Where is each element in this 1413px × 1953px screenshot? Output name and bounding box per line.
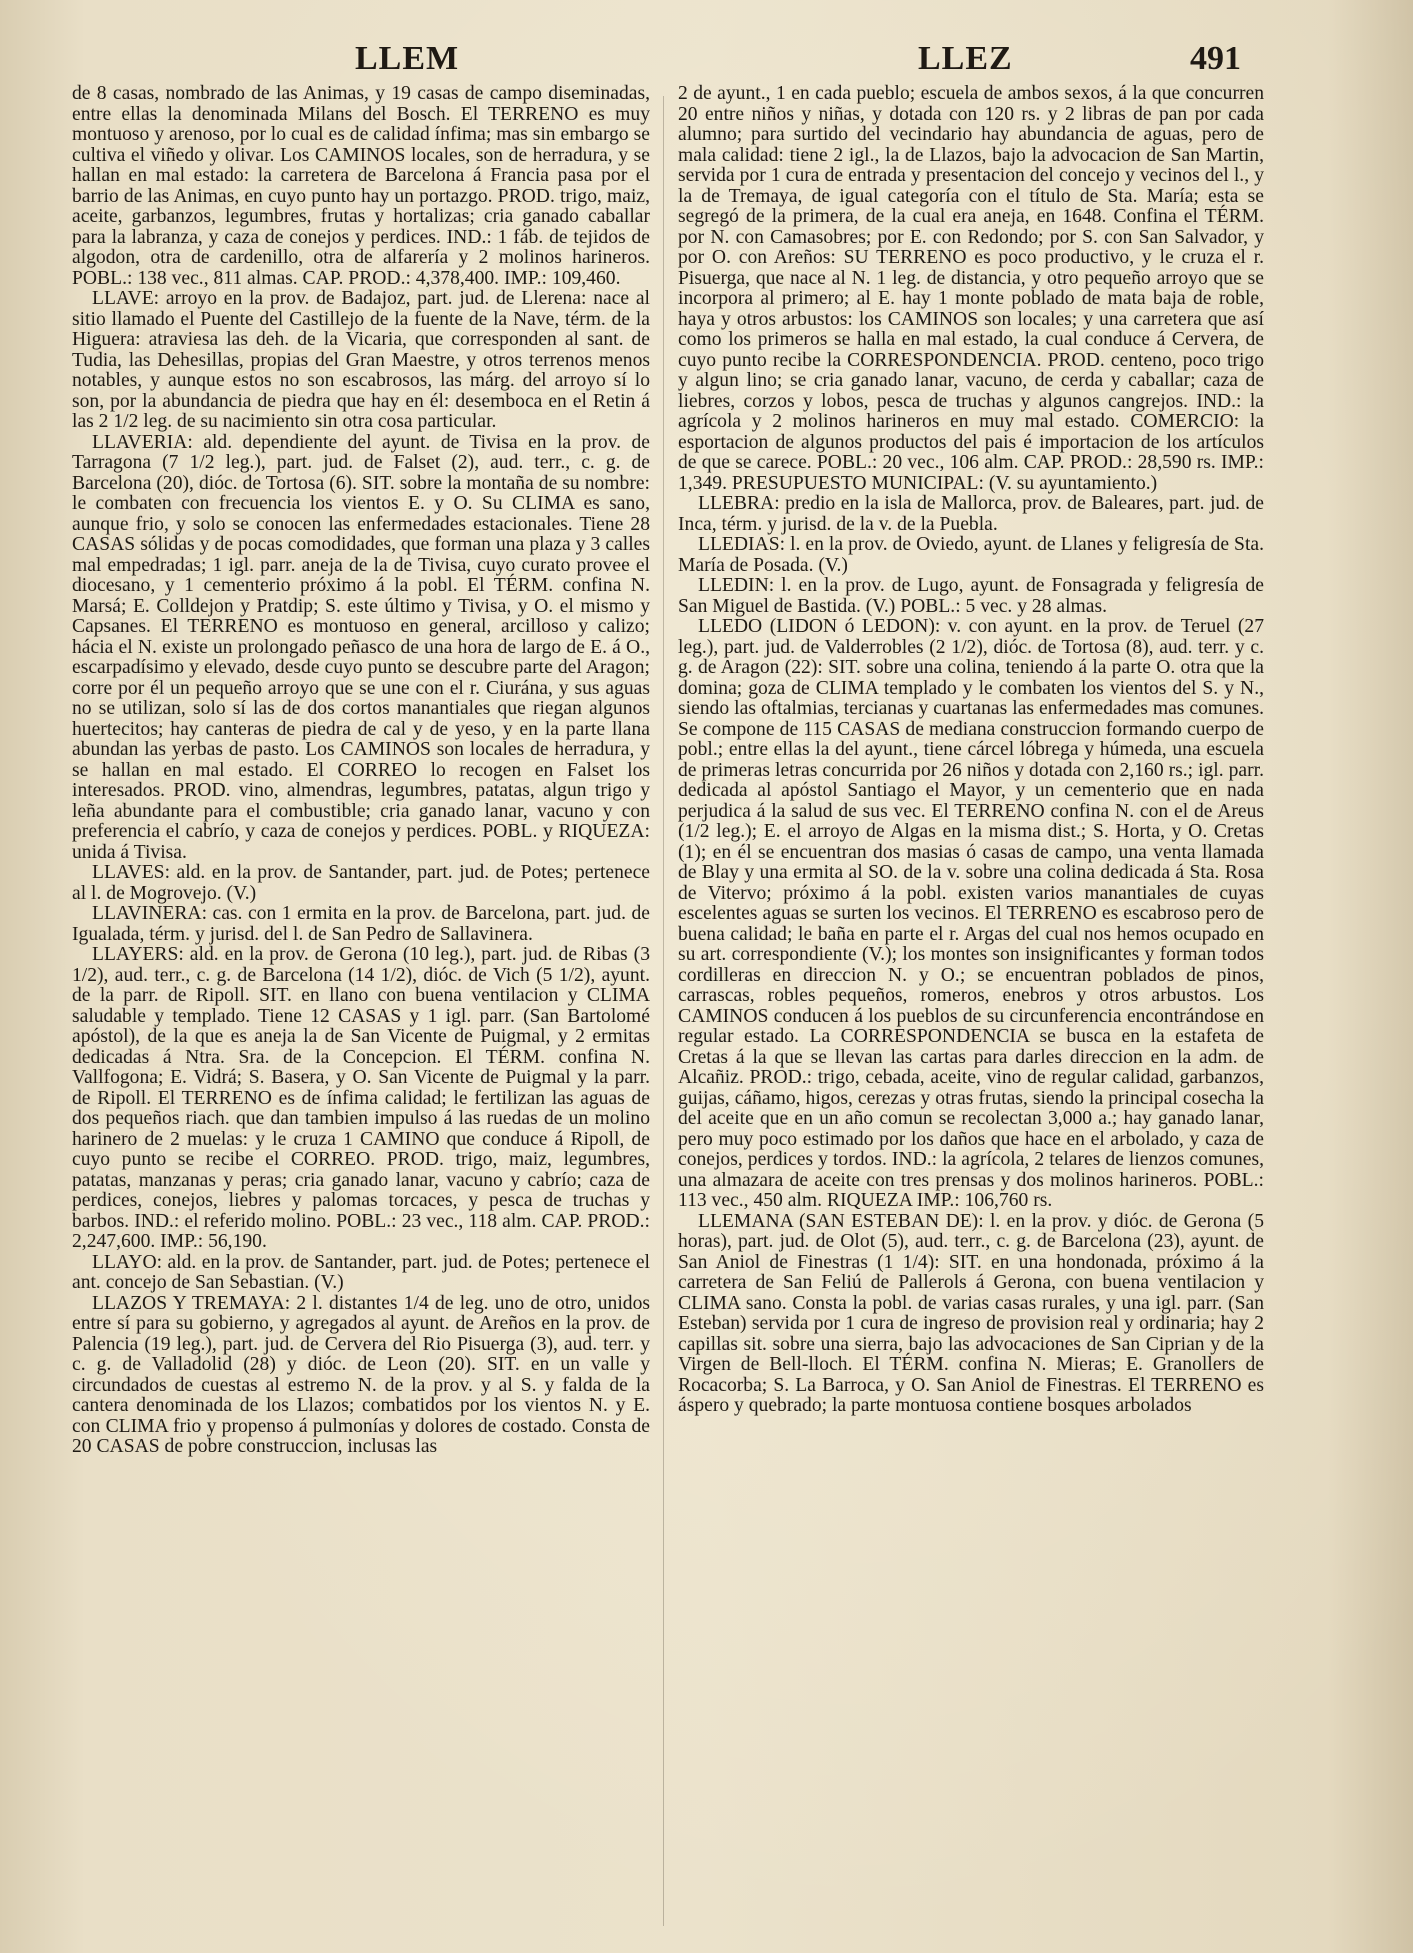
- header-right-word: LLEZ: [918, 40, 1013, 77]
- entry-llavinera: LLAVINERA: cas. con 1 ermita en la prov. de Barcelona, part. jud. de Igualada, térm. y jurisd. del l. de San Pedro de Sallavinera.: [72, 903, 650, 945]
- left-column: [72, 84, 650, 1458]
- entry-lledo: LLEDO (LIDON ó LEDON): v. con ayunt. en la prov. de Teruel (27 leg.), part. jud. de Valderrobles (2 1/2), dióc. de Tortosa (8), aud. terr. y c. g. de Aragon (22): SIT. sobre una colina, teniendo á la parte O. otra que la domina; goza de CLIMA templado y le combaten los vientos del S. y N., siendo las oftalmias, tercianas y cuartanas las enfermedades mas comunes. Se compone de 115 CASAS de mediana construccion formando cuerpo de pobl.; entre ellas la del ayunt., tiene cárcel lóbrega y húmeda, una escuela de primeras letras concurrida por 26 niños y dotada con 2,160 rs.; igl. parr. dedicada al apóstol Santiago el Mayor, y un cementerio que en nada perjudica á la salud de sus vec. El TERRENO confina N. con el de Areus (1/2 leg.); E. el arroyo de Algas en la misma dist.; S. Horta, y O. Cretas (1); en él se encuentran dos masias ó casas de campo, una venta llamada de Blay y una ermita al SO. de la v. sobre una colina dedicada á Sta. Rosa de Vitervo; próximo á la pobl. existen varios manantiales de cuyas escelentes aguas se surten los vecinos. El TERRENO es escabroso pero de buena calidad; le baña en parte el r. Argas del cual nos hemos ocupado en su art. correspondiente (V.); los montes son insignificantes y forman todos cordilleras en direccion N. y O.; se encuentran poblados de pinos, carrascas, robles pequeños, romeros, enebros y otros arbustos. Los CAMINOS conducen á los pueblos de su circunferencia encontrándose en regular estado. La CORRESPONDENCIA se busca en la estafeta de Cretas á la que se llevan las cartas para darles direccion en la adm. de Alcañiz. PROD.: trigo, cebada, aceite, vino de regular calidad, garbanzos, guijas, cáñamo, higos, cerezas y otras frutas, siendo la principal cosecha la del aceite que en un año comun se recolectan 3,000 a.; hay ganado lanar, pero muy poco estimado por los daños que hace en el arbolado, y caza de conejos, perdices y tordos. IND.: la agrícola, 2 telares de lienzos comunes, una almazara de aceite con tres prensas y dos molinos harineros. POBL.: 113 vec., 450 alm. RIQUEZA IMP.: 106,760 rs.: [678, 616, 1264, 1211]
- entry-llave: LLAVE: arroyo en la prov. de Badajoz, part. jud. de Llerena: nace al sitio llamado el Puente del Castillejo de la fuente de la Nave, térm. de la Higuera: atraviesa las deh. de la Vicaria, que corresponden al sant. de Tudia, las Dehesillas, propias del Gran Maestre, y otros terrenos menos notables, y aunque estos no son escabrosos, las márg. del arroyo sí lo son, por la abundancia de piedra que hay en él: desemboca en el Retin á las 2 1/2 leg. de su nacimiento sin otra cosa particular.: [72, 288, 650, 432]
- entry-llazos-y-tremaya: LLAZOS Y TREMAYA: 2 l. distantes 1/4 de leg. uno de otro, unidos entre sí para su gobierno, y agregados al ayunt. de Areños en la prov. de Palencia (19 leg.), part. jud. de Cervera del Rio Pisuerga (3), aud. terr. y c. g. de Valladolid (28) y dióc. de Leon (20). SIT. en un valle y circundados de cuestas al estremo N. de la prov. y al S. y falda de la cantera denominada de los Llazos; combatidos por los vientos N. y E. con CLIMA frio y propenso á pulmonías y dolores de costado. Consta de 20 CASAS de pobre construccion, inclusas las: [72, 1292, 650, 1457]
- entry-continuation-llazos: 2 de ayunt., 1 en cada pueblo; escuela de ambos sexos, á la que concurren 20 entre niños y niñas, y dotada con 120 rs. y 2 libras de pan por cada alumno; para surtido del vecindario hay abundancia de aguas, pero de mala calidad: tiene 2 igl., la de Llazos, bajo la advocacion de San Martin, servida por 1 cura de entrada y presentacion del concejo y vecinos del l., y la de Tremaya, de igual categoría con el título de Sta. María; esta se segregó de la primera, de la cual era aneja, en 1648. Confina el TÉRM. por N. con Camasobres; por E. con Redondo; por S. con San Salvador, y por O. con Areños: SU TERRENO es poco productivo, y le cruza el r. Pisuerga, que nace al N. 1 leg. de distancia, y otro pequeño arroyo que se incorpora al primero; al E. hay 1 monte poblado de mata baja de roble, haya y otros arbustos: los CAMINOS son locales; y una carretera que así como los primeros se halla en mal estado, la cual conduce á Cervera, de cuyo punto recibe la CORRESPONDENCIA. PROD. centeno, poco trigo y algun lino; se cria ganado lanar, vacuno, de cerda y caballar; caza de liebres, corzos y lobos, pesca de truchas y algunos cangrejos. IND.: la agrícola y 2 molinos harineros en muy mal estado. COMERCIO: la esportacion de algunos productos del pais é importacion de los artículos de que se carece. POBL.: 20 vec., 106 alm. CAP. PROD.: 28,590 rs. IMP.: 1,349. PRESUPUESTO MUNICIPAL: (V. su ayuntamiento.): [678, 83, 1264, 494]
- entry-llemana: LLEMANA (SAN ESTEBAN DE): l. en la prov. y dióc. de Gerona (5 horas), part. jud. de Olot (5), aud. terr., c. g. de Barcelona (23), ayunt. de San Aniol de Finestras (1 1/4): SIT. en una hondonada, próximo á la carretera de San Feliú de Pallerols á Gerona, con buena ventilacion y CLIMA sano. Consta la pobl. de varias casas rurales, y una igl. parr. (San Esteban) servida por 1 cura de ingreso de provision real y ordinaria; hay 2 capillas sit. sobre una sierra, bajo las advocaciones de San Ciprian y de la Virgen de Bell-lloch. El TÉRM. confina N. Mieras; E. Granollers de Rocacorba; S. La Barroca, y O. San Aniol de Finestras. El TERRENO es áspero y quebrado; la parte montuosa contiene bosques arbolados: [678, 1210, 1264, 1416]
- entry-lledin: LLEDIN: l. en la prov. de Lugo, ayunt. de Fonsagrada y feligresía de San Miguel de Bastida. (V.) POBL.: 5 vec. y 28 almas.: [678, 575, 1264, 617]
- page-number: 491: [1190, 40, 1241, 77]
- entry-llaveria: LLAVERIA: ald. dependiente del ayunt. de Tivisa en la prov. de Tarragona (7 1/2 leg.), part. jud. de Falset (2), aud. terr., c. g. de Barcelona (20), dióc. de Tortosa (6). SIT. sobre la montaña de su nombre: le combaten con frecuencia los vientos E. y O. Su CLIMA es sano, aunque frio, y solo se conocen las enfermedades estacionales. Tiene 28 CASAS sólidas y de pocas comodidades, que forman una plaza y 3 calles mal empedradas; 1 igl. parr. aneja de la de Tivisa, cuyo curato provee el diocesano, y 1 cementerio próximo á la pobl. El TÉRM. confina N. Marsá; E. Colldejon y Pratdip; S. este último y Tivisa, y O. el mismo y Capsanes. El TERRENO es montuoso en general, arcilloso y calizo; hácia el N. existe un prolongado peñasco de una hora de largo de E. á O., escarpadísimo y elevado, desde cuyo punto se descubre parte del Aragon; corre por él un pequeño arroyo que se une con el r. Ciurána, y sus aguas no se utilizan, solo sí las de dos cortos manantiales que riegan algunos huertecitos; hay canteras de piedra de cal y de yeso, y en la parte llana abundan las yerbas de pasto. Los CAMINOS son locales de herradura, y se hallan en mal estado. El CORREO lo recogen en Falset los interesados. PROD. vino, almendras, legumbres, patatas, algun trigo y leña abundante para el combustible; cria ganado lanar, vacuno y con preferencia el cabrío, y caza de conejos y perdices. POBL. y RIQUEZA: unida á Tivisa.: [72, 431, 650, 863]
- running-header: [0, 40, 1413, 84]
- column-divider: [663, 96, 664, 1926]
- entry-llaves: LLAVES: ald. en la prov. de Santander, part. jud. de Potes; pertenece al l. de Mogrovejo. (V.): [72, 862, 650, 904]
- entry-llayers: LLAYERS: ald. en la prov. de Gerona (10 leg.), part. jud. de Ribas (3 1/2), aud. terr., c. g. de Barcelona (14 1/2), dióc. de Vich (5 1/2), ayunt. de la parr. de Ripoll. SIT. en llano con buena ventilacion y CLIMA saludable y templado. Tiene 12 CASAS y 1 igl. parr. (San Bartolomé apóstol), de la que es aneja la de San Vicente de Puigmal, y 2 ermitas dedicadas á Ntra. Sra. de la Concepcion. El TÉRM. confina N. Vallfogona; E. Vidrá; S. Basera, y O. San Vicente de Puigmal y la parr. de Ripoll. El TERRENO es de ínfima calidad; le fertilizan las aguas de dos pequeños riach. que dan tambien impulso á las ruedas de un molino harinero de 2 muelas: y le cruza 1 CAMINO que conduce á Ripoll, de cuyo punto se recibe el CORREO. PROD. trigo, maiz, legumbres, patatas, manzanas y peras; cria ganado lanar, vacuno y cabrío; caza de perdices, conejos, liebres y palomas torcaces, y pesca de truchas y barbos. IND.: el referido molino. POBL.: 23 vec., 118 alm. CAP. PROD.: 2,247,600. IMP.: 56,190.: [72, 944, 650, 1252]
- entry-lledias: LLEDIAS: l. en la prov. de Oviedo, ayunt. de Llanes y feligresía de Sta. María de Posada. (V.): [678, 534, 1264, 576]
- right-column: [678, 84, 1264, 1417]
- entry-continuation: de 8 casas, nombrado de las Animas, y 19 casas de campo diseminadas, entre ellas la denominada Milans del Bosch. El TERRENO es muy montuoso y arenoso, por lo cual es de calidad ínfima; mas sin embargo se cultiva el viñedo y olivar. Los CAMINOS locales, son de herradura, y se hallan en mal estado: la carretera de Barcelona á Francia pasa por el barrio de las Animas, en cuyo punto hay un portazgo. PROD. trigo, maiz, aceite, garbanzos, legumbres, frutas y hortalizas; cria ganado caballar para la labranza, y caza de conejos y perdices. IND.: 1 fáb. de tejidos de algodon, otra de cardenillo, otra de alfarería y 2 molinos harineros. POBL.: 138 vec., 811 almas. CAP. PROD.: 4,378,400. IMP.: 109,460.: [72, 83, 650, 289]
- header-left-word: LLEM: [355, 40, 460, 77]
- entry-llebra: LLEBRA: predio en la isla de Mallorca, prov. de Baleares, part. jud. de Inca, térm. y jurisd. de la v. de la Puebla.: [678, 493, 1264, 535]
- entry-llayo: LLAYO: ald. en la prov. de Santander, part. jud. de Potes; pertenece el ant. concejo de San Sebastian. (V.): [72, 1251, 650, 1293]
